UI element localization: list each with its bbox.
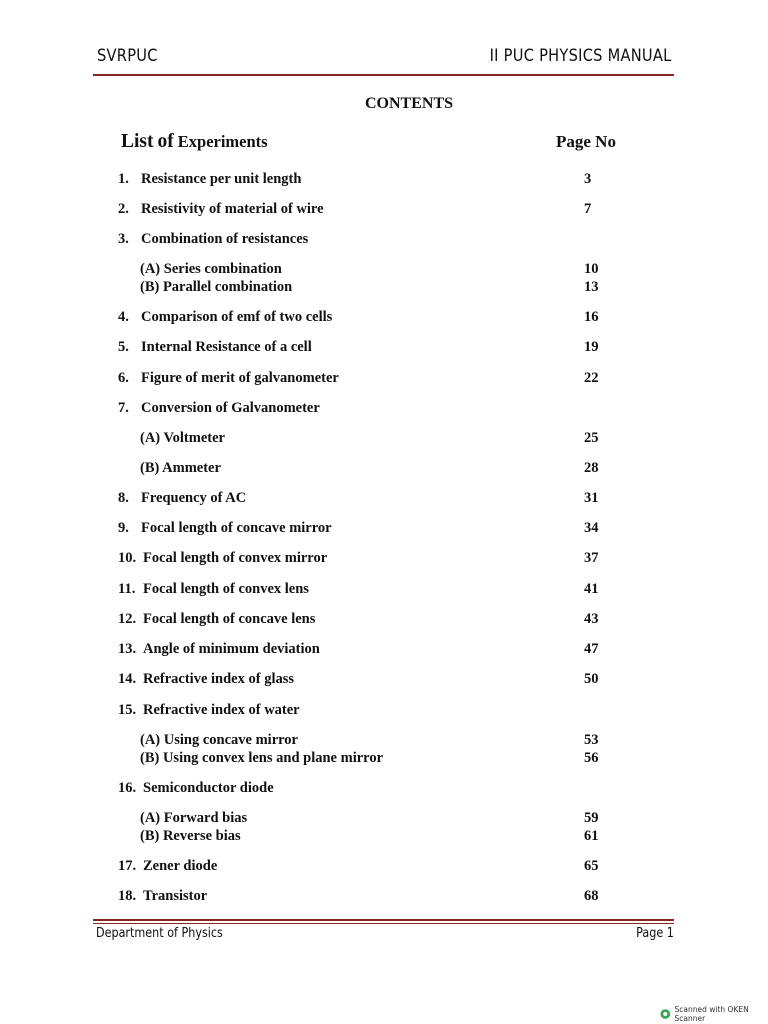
list-item bbox=[0, 279, 768, 297]
item-number: 12. bbox=[118, 611, 137, 627]
item-page-number: 65 bbox=[584, 858, 599, 874]
item-label: Focal length of concave mirror bbox=[141, 520, 332, 536]
scanner-text: Scanned with OKEN Scanner bbox=[674, 1005, 749, 1023]
list-item bbox=[0, 732, 768, 750]
list-item bbox=[0, 702, 768, 720]
item-page-number: 7 bbox=[584, 201, 592, 217]
page-no-heading: Page No bbox=[556, 132, 616, 151]
item-number: 9. bbox=[118, 520, 129, 536]
list-heading-list: List bbox=[121, 131, 154, 152]
item-number: 18. bbox=[118, 888, 137, 904]
header-left: SVRPUC bbox=[97, 46, 158, 66]
list-item bbox=[0, 888, 768, 906]
scanner-watermark bbox=[660, 1005, 768, 1023]
item-label: Figure of merit of galvanometer bbox=[141, 370, 339, 386]
item-label: (B) Parallel combination bbox=[140, 279, 293, 295]
item-number: 4. bbox=[118, 309, 129, 325]
list-item bbox=[0, 671, 768, 689]
list-item bbox=[0, 641, 768, 659]
footer-left: Department of Physics bbox=[96, 926, 223, 941]
item-page-number: 37 bbox=[584, 550, 599, 566]
item-label: (B) Reverse bias bbox=[140, 828, 241, 844]
list-item bbox=[0, 460, 768, 478]
header-rule bbox=[93, 74, 674, 76]
item-page-number: 3 bbox=[584, 171, 592, 187]
item-number: 11. bbox=[118, 581, 136, 597]
item-page-number: 56 bbox=[584, 750, 599, 766]
item-label: Resistivity of material of wire bbox=[141, 201, 324, 217]
item-page-number: 28 bbox=[584, 460, 599, 476]
list-item bbox=[0, 370, 768, 388]
list-item bbox=[0, 550, 768, 568]
item-number: 14. bbox=[118, 671, 137, 687]
item-label: Conversion of Galvanometer bbox=[141, 400, 320, 416]
item-label: Focal length of convex mirror bbox=[143, 550, 328, 566]
list-heading-experiments: Experiments bbox=[177, 132, 268, 151]
item-page-number: 19 bbox=[584, 339, 599, 355]
footer-rule-top bbox=[93, 919, 674, 921]
item-page-number: 25 bbox=[584, 430, 599, 446]
item-number: 15. bbox=[118, 702, 137, 718]
footer-right: Page 1 bbox=[636, 926, 674, 941]
list-item bbox=[0, 430, 768, 448]
item-page-number: 22 bbox=[584, 370, 599, 386]
list-item bbox=[0, 490, 768, 508]
item-number: 8. bbox=[118, 490, 129, 506]
list-item bbox=[0, 171, 768, 189]
item-number: 6. bbox=[118, 370, 129, 386]
list-item bbox=[0, 828, 768, 846]
item-label: Angle of minimum deviation bbox=[143, 641, 320, 657]
page-title: CONTENTS bbox=[364, 95, 454, 112]
item-page-number: 68 bbox=[584, 888, 599, 904]
item-label: (A) Using concave mirror bbox=[140, 732, 298, 748]
list-item bbox=[0, 261, 768, 279]
item-page-number: 53 bbox=[584, 732, 599, 748]
item-page-number: 59 bbox=[584, 810, 599, 826]
item-number: 13. bbox=[118, 641, 137, 657]
list-item bbox=[0, 581, 768, 599]
item-page-number: 31 bbox=[584, 490, 599, 506]
list-heading-of: of bbox=[157, 131, 174, 152]
item-number: 16. bbox=[118, 780, 137, 796]
item-label: Semiconductor diode bbox=[143, 780, 274, 796]
item-number: 17. bbox=[118, 858, 137, 874]
item-label: (B) Using convex lens and plane mirror bbox=[140, 750, 384, 766]
item-page-number: 50 bbox=[584, 671, 599, 687]
item-number: 5. bbox=[118, 339, 129, 355]
item-label: Transistor bbox=[143, 888, 208, 904]
item-number: 2. bbox=[118, 201, 129, 217]
item-label: Resistance per unit length bbox=[141, 171, 302, 187]
item-label: Internal Resistance of a cell bbox=[141, 339, 312, 355]
item-number: 10. bbox=[118, 550, 137, 566]
item-label: Refractive index of glass bbox=[143, 671, 295, 687]
item-page-number: 61 bbox=[584, 828, 599, 844]
footer-rule-bottom bbox=[93, 923, 674, 924]
list-item bbox=[0, 339, 768, 357]
item-number: 3. bbox=[118, 231, 129, 247]
item-page-number: 43 bbox=[584, 611, 599, 627]
list-item bbox=[0, 810, 768, 828]
item-label: (A) Forward bias bbox=[140, 810, 248, 826]
list-item bbox=[0, 201, 768, 219]
item-label: Focal length of convex lens bbox=[143, 581, 309, 597]
list-item bbox=[0, 520, 768, 538]
list-item bbox=[0, 231, 768, 249]
scanner-logo-icon bbox=[660, 1008, 670, 1020]
list-item bbox=[0, 309, 768, 327]
item-number: 1. bbox=[118, 171, 129, 187]
list-item bbox=[0, 750, 768, 768]
item-label: Refractive index of water bbox=[143, 702, 300, 718]
item-label: (B) Ammeter bbox=[140, 460, 221, 476]
header-right: II PUC PHYSICS MANUAL bbox=[490, 46, 672, 66]
list-item bbox=[0, 858, 768, 876]
list-item bbox=[0, 400, 768, 418]
item-label: Combination of resistances bbox=[141, 231, 309, 247]
item-page-number: 47 bbox=[584, 641, 599, 657]
item-page-number: 41 bbox=[584, 581, 599, 597]
item-number: 7. bbox=[118, 400, 129, 416]
item-label: (A) Voltmeter bbox=[140, 430, 225, 446]
item-page-number: 16 bbox=[584, 309, 599, 325]
list-item bbox=[0, 780, 768, 798]
list-item bbox=[0, 611, 768, 629]
item-label: Frequency of AC bbox=[141, 490, 247, 506]
item-page-number: 10 bbox=[584, 261, 599, 277]
item-label: (A) Series combination bbox=[140, 261, 282, 277]
item-label: Comparison of emf of two cells bbox=[141, 309, 333, 325]
item-page-number: 13 bbox=[584, 279, 599, 295]
list-heading bbox=[121, 131, 268, 153]
item-label: Focal length of concave lens bbox=[143, 611, 316, 627]
item-label: Zener diode bbox=[143, 858, 218, 874]
item-page-number: 34 bbox=[584, 520, 599, 536]
